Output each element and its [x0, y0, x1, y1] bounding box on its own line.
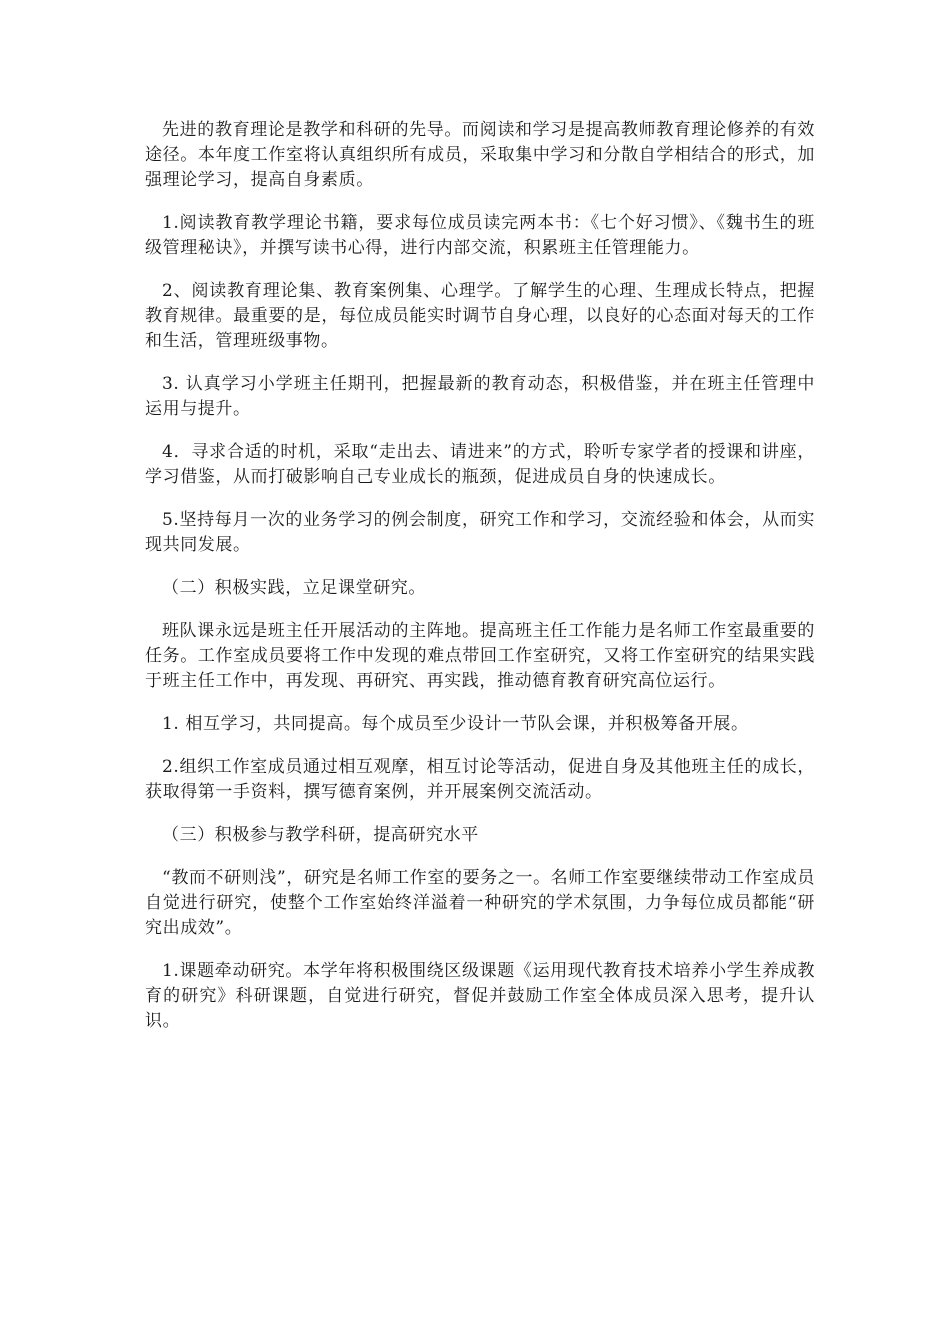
paragraph-item-3: 3. 认真学习小学班主任期刊，把握最新的教育动态，积极借鉴，并在班主任管理中运用与提升。 — [145, 374, 815, 419]
paragraph-intro: 先进的教育理论是教学和科研的先导。而阅读和学习是提高教师教育理论修养的有效途径。本年度工作室将认真组织所有成员，采取集中学习和分散自学相结合的形式，加强理论学习，提高自身素质。 — [145, 120, 815, 190]
paragraph-item-2: 2、阅读教育理论集、教育案例集、心理学。了解学生的心理、生理成长特点，把握教育规律。最重要的是，每位成员能实时调节自身心理，以良好的心态面对每天的工作和生活，管理班级事物。 — [145, 281, 815, 351]
paragraph-section-2-item-1: 1. 相互学习，共同提高。每个成员至少设计一节队会课，并积极筹备开展。 — [162, 714, 749, 734]
paragraph-item-5: 5.坚持每月一次的业务学习的例会制度，研究工作和学习，交流经验和体会，从而实现共同发展。 — [145, 510, 815, 555]
paragraph-section-2-item-2: 2.组织工作室成员通过相互观摩，相互讨论等活动，促进自身及其他班主任的成长，获取得第一手资料，撰写德育案例，并开展案例交流活动。 — [145, 757, 815, 802]
document-body — [145, 118, 815, 1052]
paragraph-item-1: 1.阅读教育教学理论书籍，要求每位成员读完两本书：《七个好习惯》、《魏书生的班级管理秘诀》，并撰写读书心得，进行内部交流，积累班主任管理能力。 — [145, 213, 815, 258]
paragraph-section-3-intro: “教而不研则浅”，研究是名师工作室的要务之一。名师工作室要继续带动工作室成员自觉进行研究，使整个工作室始终洋溢着一种研究的学术氛围，力争每位成员都能“研究出成效”。 — [145, 868, 815, 938]
paragraph-section-3-item-1: 1.课题牵动研究。本学年将积极围绕区级课题《运用现代教育技术培养小学生养成教育的研究》科研课题，自觉进行研究，督促并鼓励工作室全体成员深入思考，提升认识。 — [145, 961, 815, 1031]
section-heading-3: （三）积极参与教学科研，提高研究水平 — [162, 825, 479, 845]
paragraph-item-4: 4．寻求合适的时机，采取“走出去、请进来”的方式，聆听专家学者的授课和讲座，学习借鉴，从而打破影响自己专业成长的瓶颈，促进成员自身的快速成长。 — [145, 442, 815, 487]
paragraph-section-2-intro: 班队课永远是班主任开展活动的主阵地。提高班主任工作能力是名师工作室最重要的任务。工作室成员要将工作中发现的难点带回工作室研究，又将工作室研究的结果实践于班主任工作中，再发现、再研究、再实践，推动德育教育研究高位运行。 — [145, 621, 815, 691]
section-heading-2: （二）积极实践，立足课堂研究。 — [162, 578, 426, 598]
